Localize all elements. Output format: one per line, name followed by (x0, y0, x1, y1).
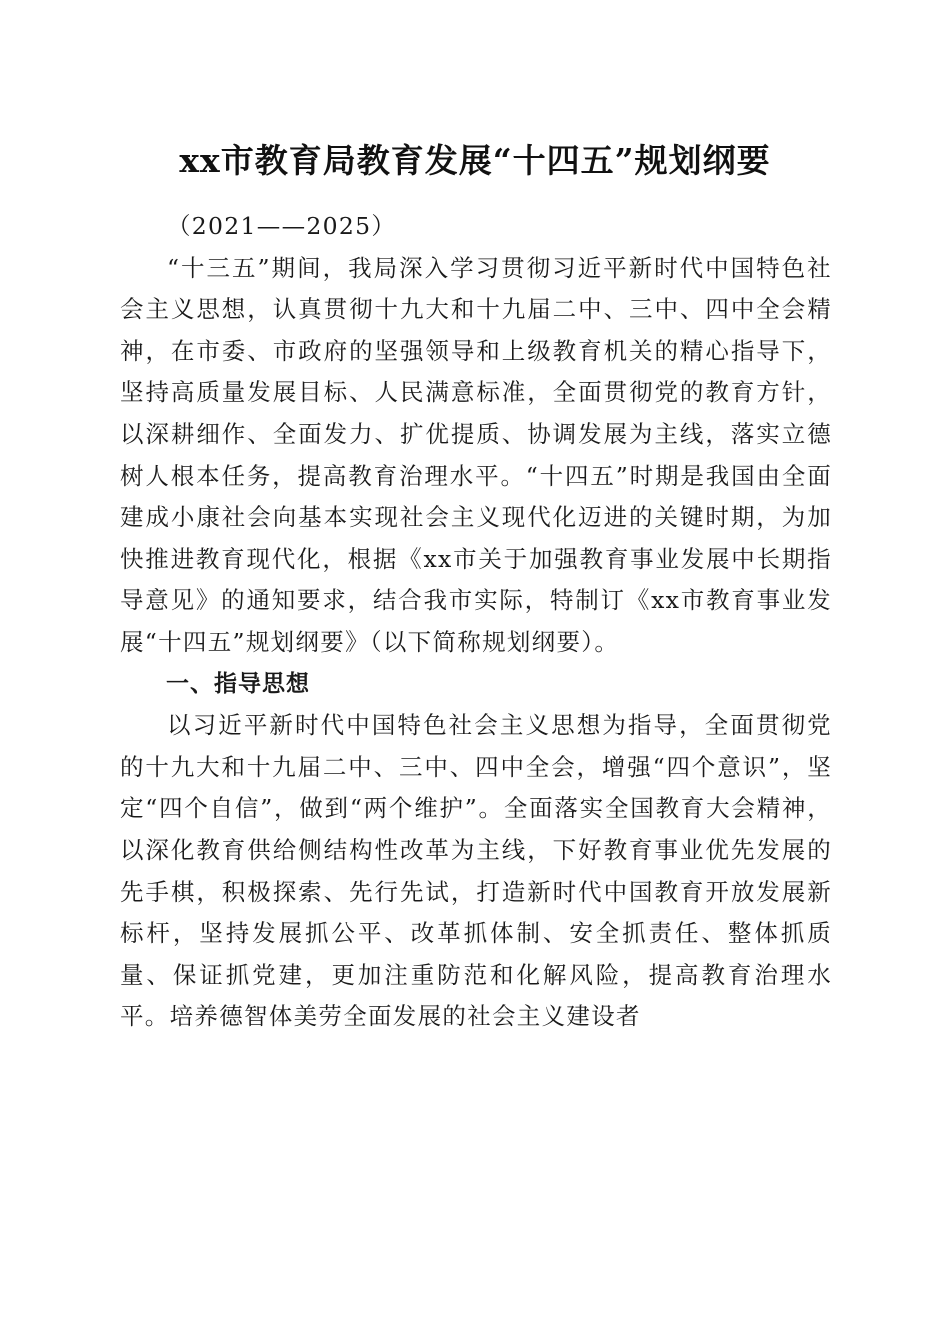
document-body (120, 206, 832, 1038)
plan-years: （2021——2025） (167, 212, 397, 240)
section-heading-guiding-ideology: 一、指导思想 (166, 670, 310, 697)
paragraph-intro: “十三五”期间，我局深入学习贯彻习近平新时代中国特色社会主义思想，认真贯彻十九大和十九届二中、三中、四中全会精神，在市委、市政府的坚强领导和上级教育机关的精心指导下，坚持高质量发展目标、人民满意标准，全面贯彻党的教育方针，以深耕细作、全面发力、扩优提质、协调发展为主线，落实立德树人根本任务，提高教育治理水平。“十四五”时期是我国由全面建成小康社会向基本实现社会主义现代化迈进的关键时期，为加快推进教育现代化，根据《xx市关于加强教育事业发展中长期指导意见》的通知要求，结合我市实际，特制订《xx市教育事业发展“十四五”规划纲要》（以下简称规划纲要）。 (120, 253, 832, 656)
document-title: xx市教育局教育发展“十四五”规划纲要 (179, 141, 771, 180)
paragraph-guiding-ideology: 以习近平新时代中国特色社会主义思想为指导，全面贯彻党的十九大和十九届二中、三中、四中全会，增强“四个意识”，坚定“四个自信”，做到“两个维护”。全面落实全国教育大会精神，以深化教育供给侧结构性改革为主线，下好教育事业优先发展的先手棋，积极探索、先行先试，打造新时代中国教育开放发展新标杆，坚持发展抓公平、改革抓体制、安全抓责任、整体抓质量、保证抓党建，更加注重防范和化解风险，提高教育治理水平。培养德智体美劳全面发展的社会主义建设者 (120, 711, 832, 1031)
